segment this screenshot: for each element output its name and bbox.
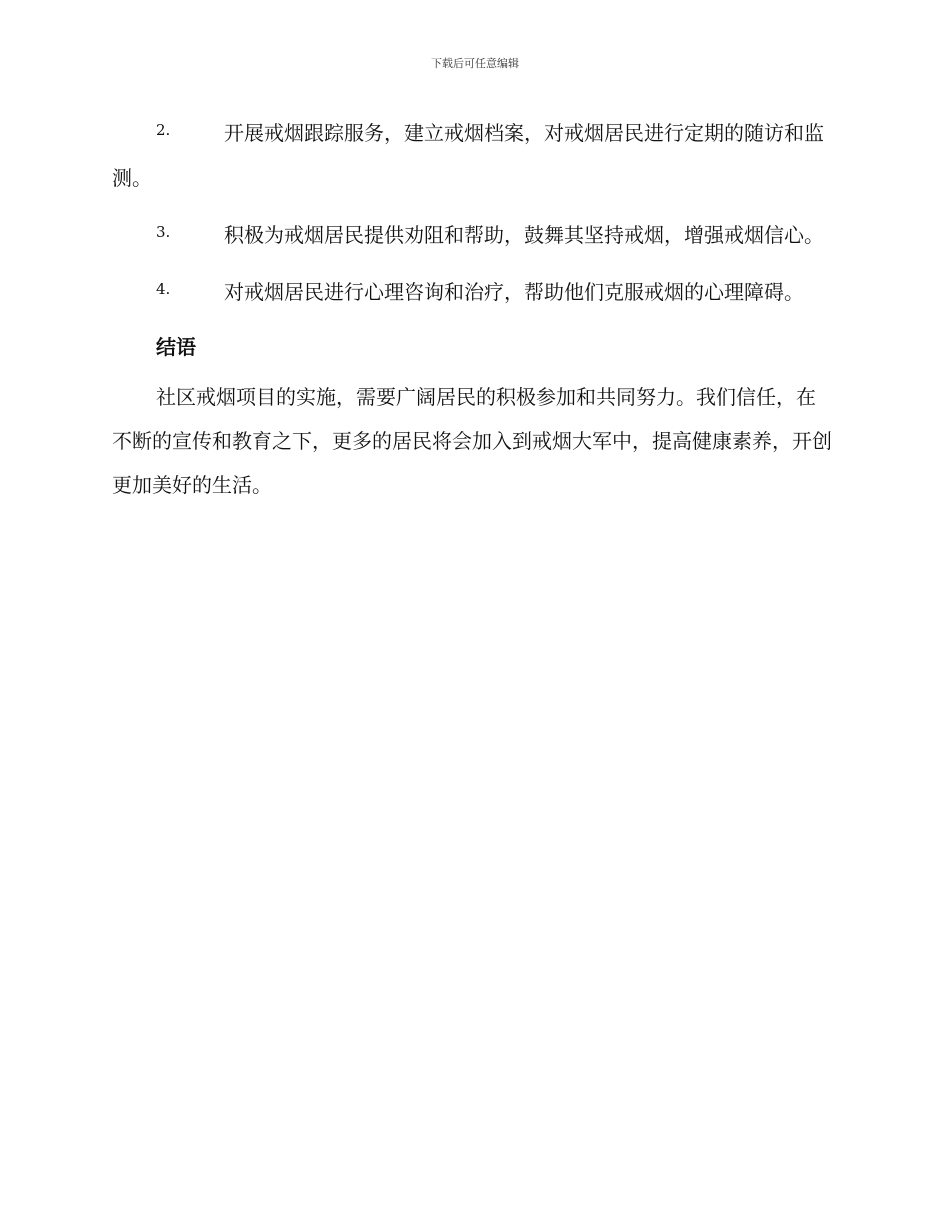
list-item [112,270,834,315]
conclusion-paragraph: 社区戒烟项目的实施，需要广阔居民的积极参加和共同努力。我们信任，在不断的宣传和教育之下，更多的居民将会加入到戒烟大军中，提高健康素养，开创更加美好的生活。 [112,385,832,497]
conclusion-heading: 结语 [156,335,196,359]
list-item-number: 2. [156,121,171,139]
list-item-number: 4. [156,280,171,298]
list-item [112,111,834,201]
page-header-note: 下载后可任意编辑 [431,57,519,70]
list-item-text: 积极为戒烟居民提供劝阻和帮助，鼓舞其坚持戒烟，增强戒烟信心。 [224,223,824,247]
list-item [112,213,834,258]
list-item-text: 对戒烟居民进行心理咨询和治疗，帮助他们克服戒烟的心理障碍。 [224,280,804,304]
document-content [112,111,834,507]
list-item-number: 3. [156,223,171,241]
list-item-text: 开展戒烟跟踪服务，建立戒烟档案，对戒烟居民进行定期的随访和监测。 [112,121,824,190]
